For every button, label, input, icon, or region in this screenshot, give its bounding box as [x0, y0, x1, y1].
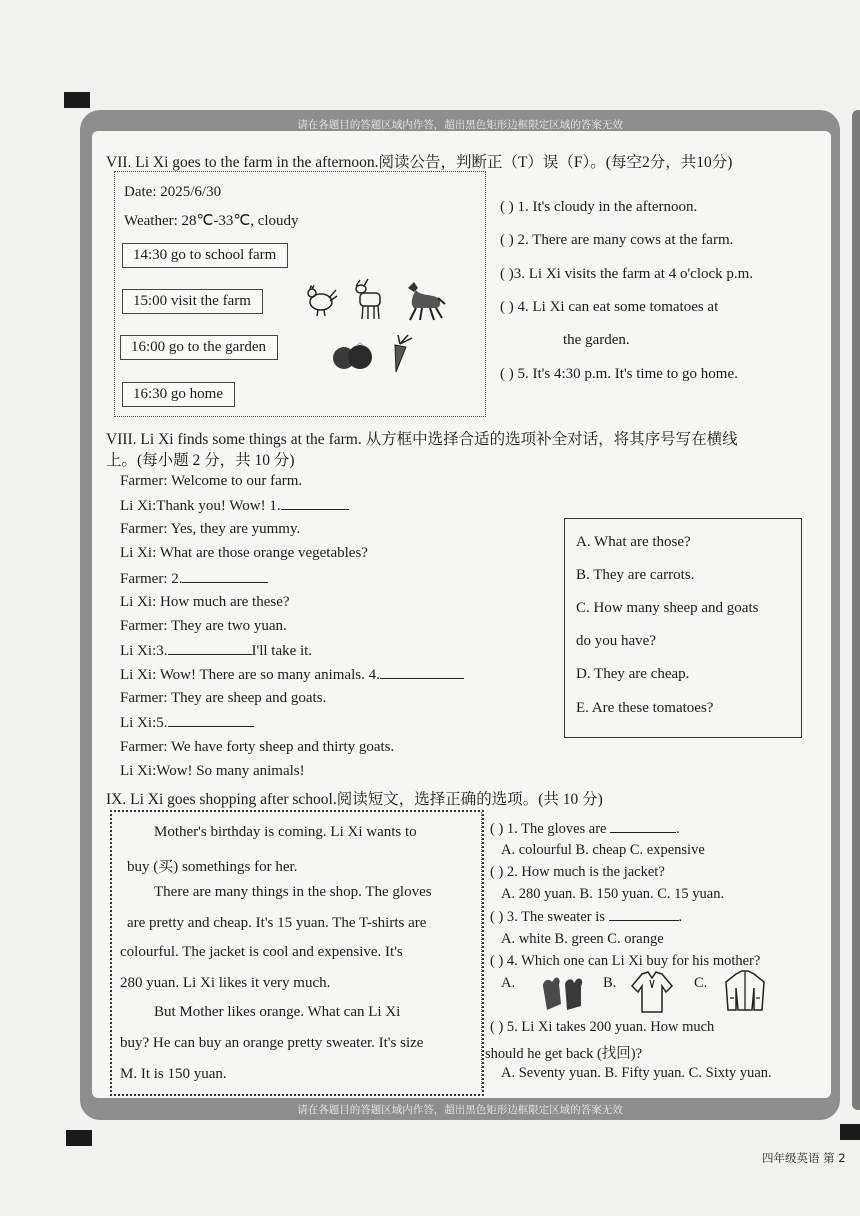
dialogue-line: Farmer: We have forty sheep and thirty goats. — [120, 739, 395, 755]
gloves-icon — [539, 974, 589, 1014]
section-9-heading: IX. Li Xi goes shopping after school.阅读短文，选择正确的选项。(共 10 分) — [106, 791, 603, 808]
dialogue-line: Li Xi:Wow! So many animals! — [120, 763, 305, 779]
section-9-question: ( ) 3. The sweater is . — [490, 909, 683, 925]
section-7-heading: VII. Li Xi goes to the farm in the afternoon.阅读公告，判断正（T）误（F）。(每空2分，共10分) — [106, 154, 733, 171]
schedule-item: 15:00 visit the farm — [122, 289, 263, 314]
option-label: B. — [603, 975, 617, 991]
dialogue-line: Farmer: They are two yuan. — [120, 618, 287, 634]
section-7-question: ( ) 5. It's 4:30 p.m. It's time to go home. — [500, 366, 738, 382]
section-9-question: ( ) 1. The gloves are . — [490, 821, 680, 837]
sweater-icon — [628, 968, 676, 1016]
answer-options: A. Seventy yuan. B. Fifty yuan. C. Sixty yuan. — [501, 1065, 772, 1081]
answer-blank[interactable] — [168, 642, 252, 655]
dialogue-line: Farmer: Welcome to our farm. — [120, 473, 303, 489]
passage-line: 280 yuan. Li Xi likes it very much. — [120, 975, 331, 991]
dialogue-line: Li Xi:Thank you! Wow! 1. — [120, 497, 349, 515]
section-7-question-continued: the garden. — [563, 332, 630, 348]
dialogue-line: Li Xi: How much are these? — [120, 594, 290, 610]
section-7-question: ( ) 4. Li Xi can eat some tomatoes at — [500, 299, 719, 315]
dialogue-line: Li Xi: What are those orange vegetables? — [120, 545, 368, 561]
passage-line: buy (买) somethings for her. — [127, 859, 298, 875]
dialogue-line: Farmer: They are sheep and goats. — [120, 690, 327, 706]
jacket-icon — [722, 968, 768, 1014]
passage-line: buy? He can buy an orange pretty sweater. It's size — [120, 1035, 424, 1051]
answer-blank[interactable] — [168, 714, 254, 727]
passage-line: But Mother likes orange. What can Li Xi — [154, 1004, 401, 1020]
passage-line: colourful. The jacket is cool and expensive. It's — [120, 944, 403, 960]
dialogue-line: Li Xi:5. — [120, 714, 254, 732]
option-item: A. What are those? — [576, 534, 691, 550]
option-item: E. Are these tomatoes? — [576, 700, 714, 716]
answer-blank[interactable] — [610, 820, 676, 833]
passage-line: There are many things in the shop. The gloves — [154, 884, 432, 900]
carrot-icon — [386, 334, 416, 374]
dialogue-line: Farmer: Yes, they are yummy. — [120, 521, 301, 537]
option-label: C. — [694, 975, 708, 991]
section-9-question: ( ) 2. How much is the jacket? — [490, 864, 665, 880]
answer-blank[interactable] — [182, 570, 268, 583]
dialogue-line: Li Xi: Wow! There are so many animals. 4. — [120, 666, 464, 684]
option-item: D. They are cheap. — [576, 666, 690, 682]
answer-options: A. 280 yuan. B. 150 yuan. C. 15 yuan. — [501, 886, 725, 902]
section-8-heading-continued: 上。(每小题 2 分，共 10 分) — [106, 452, 295, 469]
option-item: C. How many sheep and goats — [576, 600, 759, 616]
passage-line: Mother's birthday is coming. Li Xi wants to — [154, 824, 417, 840]
dialogue-line: Li Xi:3. I'll take it. — [120, 643, 313, 659]
page-footer: 四年级英语 第 2 — [762, 1151, 846, 1165]
schedule-item: 14:30 go to school farm — [122, 243, 288, 268]
top-banner: 请在各题目的答题区域内作答，超出黑色矩形边框限定区域的答案无效 — [297, 119, 623, 131]
passage-line: are pretty and cheap. It's 15 yuan. The T-shirts are — [127, 915, 427, 931]
tomato-icon — [331, 342, 375, 372]
option-item-continued: do you have? — [576, 633, 656, 649]
answer-blank[interactable] — [380, 666, 464, 679]
answer-blank[interactable] — [609, 908, 679, 921]
option-item: B. They are carrots. — [576, 567, 695, 583]
registration-mark-bottom-right — [840, 1124, 860, 1140]
schedule-item: 16:30 go home — [122, 382, 235, 407]
section-7-question: ( ) 2. There are many cows at the farm. — [500, 232, 734, 248]
notice-date: Date: 2025/6/30 — [124, 184, 222, 200]
passage-line: M. It is 150 yuan. — [120, 1066, 227, 1082]
answer-options: A. colourful B. cheap C. expensive — [501, 842, 705, 858]
registration-mark-bottom-left — [66, 1130, 92, 1146]
section-7-question: ( )3. Li Xi visits the farm at 4 o'clock p.m. — [500, 266, 754, 282]
dialogue-line: Farmer: 2. — [120, 570, 268, 588]
section-9-question: ( ) 4. Which one can Li Xi buy for his mother? — [490, 953, 761, 969]
registration-mark-top-left — [64, 92, 90, 108]
rooster-icon — [303, 284, 339, 318]
section-9-question: ( ) 5. Li Xi takes 200 yuan. How much — [490, 1019, 715, 1035]
section-8-heading: VIII. Li Xi finds some things at the farm. 从方框中选择合适的选项补全对话，将其序号写在横线 — [106, 431, 738, 448]
horse-icon — [400, 278, 446, 322]
option-label: A. — [501, 975, 516, 991]
section-7-question: ( ) 1. It's cloudy in the afternoon. — [500, 199, 698, 215]
notice-weather: Weather: 28℃-33℃, cloudy — [124, 213, 299, 229]
next-page-edge — [852, 110, 860, 1110]
schedule-item: 16:00 go to the garden — [120, 335, 278, 360]
answer-blank[interactable] — [281, 497, 349, 510]
bottom-banner: 请在各题目的答题区域内作答，超出黑色矩形边框限定区域的答案无效 — [297, 1104, 623, 1116]
section-9-question-continued: should he get back (找回)? — [485, 1046, 643, 1062]
answer-options: A. white B. green C. orange — [501, 931, 664, 947]
column-divider — [481, 812, 482, 1090]
goat-icon — [350, 276, 386, 322]
